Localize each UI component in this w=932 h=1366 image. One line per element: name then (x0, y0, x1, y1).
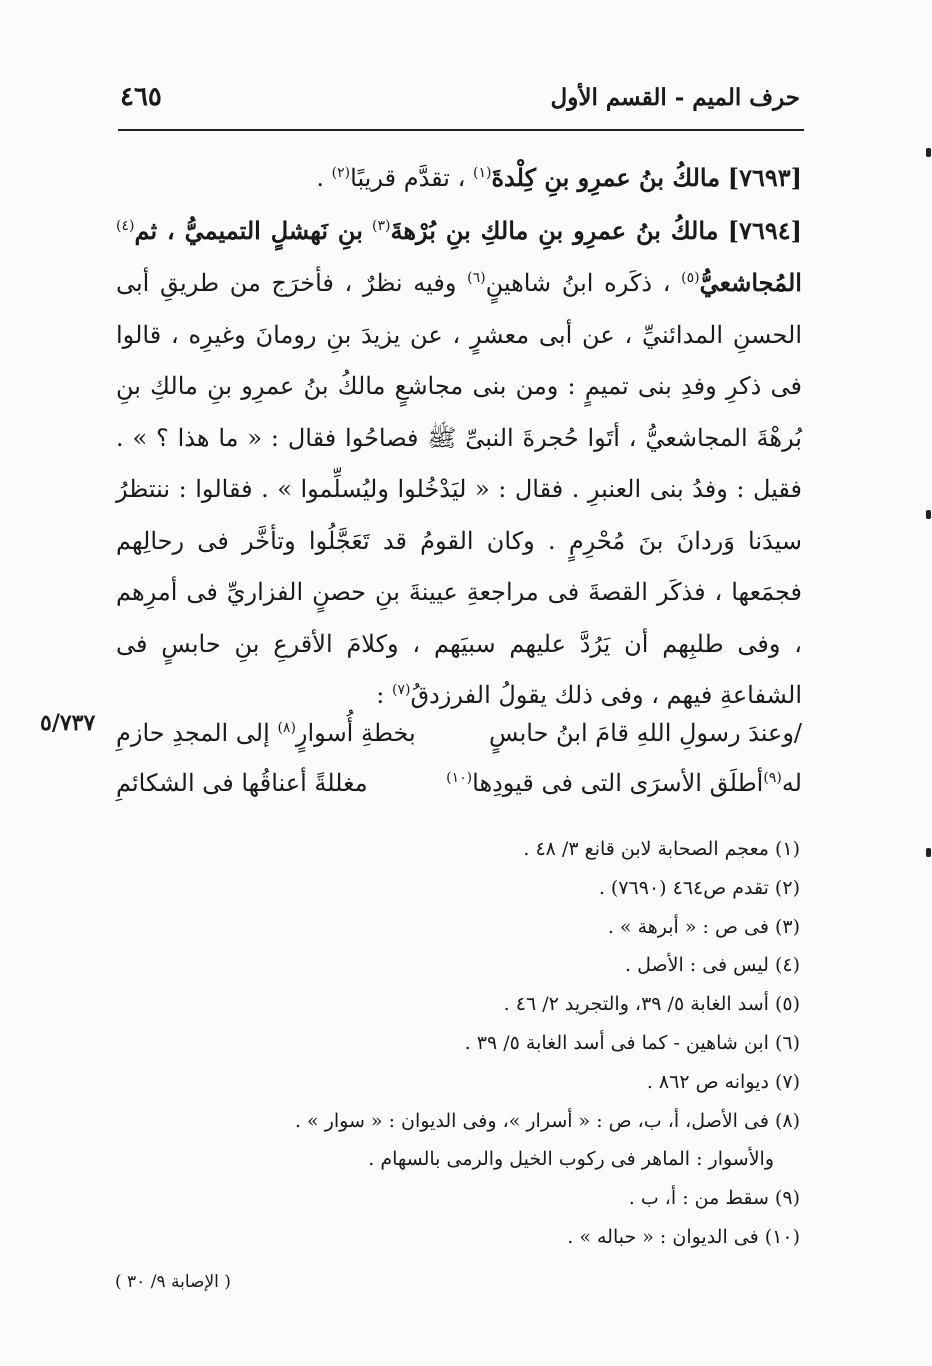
entry-text: ، ذكَره ابنُ شاهينٍ (485, 269, 671, 297)
entry-number: [٧٦٩٣] (727, 163, 802, 192)
entry-number: [٧٦٩٤] (727, 215, 802, 245)
scan-speck (926, 510, 931, 519)
header-divider (118, 129, 804, 131)
footnote-marker: (١) (473, 165, 492, 181)
footnotes (200, 830, 800, 1257)
page-number: ٤٦٥ (120, 82, 162, 112)
hemistich-second: بخطةِ أُسوارٍ$^{(٨)}$ إلى المجدِ حازمِ (116, 719, 416, 747)
hemistich-first: له$^{(٩)}$أطلَق الأسرَى التى فى قيودِها$^{(١٠)}$ (446, 769, 802, 797)
entry-text: ، تقدَّم قريبًا (350, 164, 466, 192)
verse-1 (116, 708, 802, 758)
main-text (116, 152, 802, 722)
entry-text: وفيه نظرٌ ، فأخرَج من طريقِ أبى الحسنِ المدائنيِّ ، عن أبى معشرٍ ، عن يزيدَ بنِ رومانَ وغيرِه ، قالوا فى ذكرِ وفدِ بنى تميمٍ : ومن بنى مجاشعٍ مالكُ بنُ عمرِو بنِ مالكِ بنِ بُرهْةَ المجاشعيُّ ، أتَوا حُجرةَ النبىِّ ﷺ فصاحُوا فقال : « ما هذا ؟ » . فقيل : وفدُ بنى العنبرِ . فقال : « ليَدْخُلوا وليُسلِّموا » . فقالوا : ننتظرُ سيدَنا وَردانَ بنَ مُحْرِمٍ . وكان القومُ قد تَعَجَّلُوا وتأخَّر فى رحالِهم فجمَعها ، فذكَر القصةَ فى مراجعةِ عيينةَ بنِ حصنٍ الفزاريِّ فى أمرِهم ، وفى طلبِهم أن يَرُدَّ عليهم سبيَهم ، وكلامَ الأقرعِ بنِ حابسٍ فى الشفاعةِ فيهم ، وفى ذلك يقولُ الفرزدقُ (116, 269, 802, 709)
footnote-marker: (٣) (372, 217, 391, 234)
entry-name: مالكُ بنُ عمرِو بنِ كِلْدةَ (491, 163, 721, 192)
footnote-2: (٢) تقدم ص٤٦٤ (٧٦٩٠) . (598, 876, 800, 899)
entry-name: مالكُ بنُ عمرِو بنِ مالكِ بنِ بُرْهةَ (390, 215, 719, 245)
footnote-marker: (٢) (331, 165, 351, 181)
hemistich-second: مغللةً أعناقُها فى الشكائمِ (116, 769, 368, 797)
footnote-5: (٥) أسد الغابة ٥/ ٣٩، والتجريد ٢/ ٤٦ . (503, 993, 800, 1016)
entry-nisba: المُجاشعيُّ (699, 268, 802, 297)
footnote-1: (١) معجم الصحابة لابن قانع ٣/ ٤٨ . (523, 838, 800, 860)
footnote-9: (٩) سقط من : أ، ب . (628, 1187, 800, 1210)
poem (116, 708, 802, 808)
footnote-8: (٨) فى الأصل، أ، ب، ص : « أسرار »، وفى الديوان : « سوار » . (294, 1109, 800, 1132)
footnote-marker: (٨) (277, 720, 296, 736)
footnote-4: (٤) ليس فى : الأصل . (625, 954, 800, 977)
footnote-marker: (٥) (681, 270, 700, 286)
footnote-3: (٣) فى ص : « أبرهة » . (607, 915, 800, 938)
footnote-marker: (٦) (467, 270, 486, 286)
entry-name-cont: بنِ نَهشلٍ التميميُّ ، ثم (134, 215, 363, 245)
footnote-marker: (١٠) (446, 770, 473, 786)
entry-7693: [٧٦٩٣] مالكُ بنُ عمرِو بنِ كِلْدةَ$^{(١)}$ ، تقدَّم قريبًا$^{(٢)}$ . (316, 163, 802, 192)
footnote-8-continuation: والأسوار : الماهر فى ركوب الخيل والرمى بالسهام . (368, 1148, 774, 1171)
hemistich-first: /وعندَ رسولِ اللهِ قامَ ابنُ حابسٍ (489, 719, 802, 747)
footnote-marker: (٩) (763, 770, 782, 786)
scan-speck (926, 848, 931, 857)
verse-2 (116, 758, 802, 808)
running-header-title: حرف الميم - القسم الأول (550, 84, 800, 111)
entry-7694: [٧٦٩٤] مالكُ بنُ عمرِو بنِ مالكِ بنِ بُرْهةَ$^{(٣)}$ بنِ نَهشلٍ التميميُّ ، ثم$^{(٤)}$ المُجاشعيُّ$^{(٥)}$ ، ذكَره ابنُ شاهينٍ$^{(٦)}$ وفيه نظرٌ ، فأخرَج من طريقِ أبى الحسنِ المدائنيِّ ، عن أبى معشرٍ ، عن يزيدَ بنِ رومانَ وغيرِه ، قالوا فى ذكرِ وفدِ بنى تميمٍ : ومن بنى مجاشعٍ مالكُ بنُ عمرِو بنِ مالكِ بنِ بُرهْةَ المجاشعيُّ ، أتَوا حُجرةَ النبىِّ ﷺ فصاحُوا فقال : « ما هذا ؟ » . فقيل : وفدُ بنى العنبرِ . فقال : « ليَدْخُلوا وليُسلِّموا » . فقالوا : ننتظرُ سيدَنا وَردانَ بنَ مُحْرِمٍ . وكان القومُ قد تَعَجَّلُوا وتأخَّر فى رحالِهم فجمَعها ، فذكَر القصةَ فى مراجعةِ عيينةَ بنِ حصنٍ الفزاريِّ فى أمرِهم ، وفى طلبِهم أن يَرُدَّ عليهم سبيَهم ، وكلامَ الأقرعِ بنِ حابسٍ فى الشفاعةِ فيهم ، وفى ذلك يقولُ الفرزدقُ$^{(٧)}$ : (116, 215, 802, 709)
footnote-7: (٧) ديوانه ص ٨٦٢ . (646, 1070, 800, 1093)
footnote-marker: (٤) (116, 217, 135, 234)
scan-speck (926, 148, 931, 157)
footnote-6: (٦) ابن شاهين - كما فى أسد الغابة ٥/ ٣٩ . (464, 1031, 800, 1054)
footnote-marker: (٧) (392, 682, 411, 698)
margin-reference: ٥/٧٣٧ (40, 710, 96, 736)
footnote-10: (١٠) فى الديوان : « حباله » . (567, 1225, 800, 1248)
printer-signature: ( الإصابة ٩/ ٣٠ ) (115, 1272, 231, 1292)
